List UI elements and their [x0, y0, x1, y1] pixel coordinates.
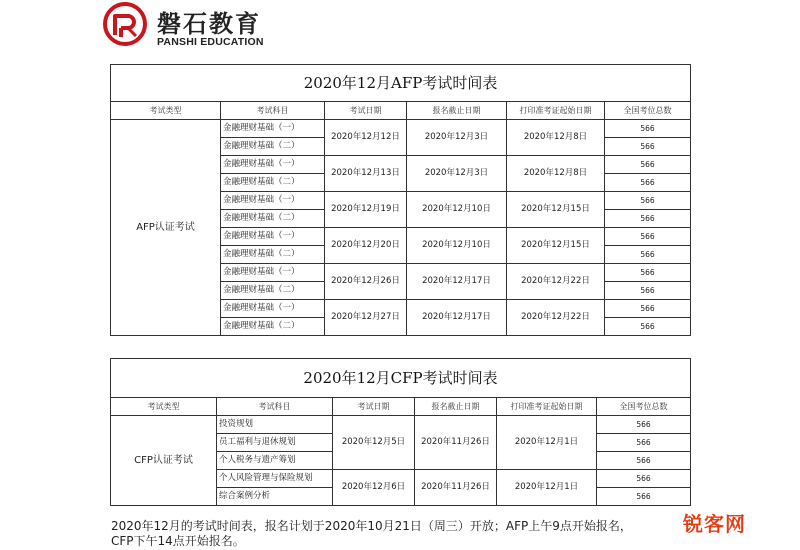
panshi-logo-icon: [103, 2, 147, 46]
deadline-cell: 2020年12月17日: [407, 300, 507, 336]
registration-note: [111, 519, 711, 549]
seats-cell: 566: [605, 174, 691, 192]
seats-cell: 566: [597, 452, 691, 470]
registration-note-line-2: CFP下午14点开始报名。: [111, 534, 245, 548]
subject-cell: 金融理财基础（一）: [221, 120, 325, 138]
print-date-cell: 2020年12月15日: [507, 192, 605, 228]
seats-cell: 566: [605, 210, 691, 228]
cfp-schedule-table: [110, 358, 691, 506]
seats-cell: 566: [605, 264, 691, 282]
table-header-row: [111, 398, 691, 416]
print-date-cell: 2020年12月22日: [507, 264, 605, 300]
subject-cell: 金融理财基础（一）: [221, 264, 325, 282]
exam-date-cell: 2020年12月27日: [325, 300, 407, 336]
column-header: 考试类型: [111, 398, 217, 416]
exam-date-cell: 2020年12月20日: [325, 228, 407, 264]
exam-type-cell: AFP认证考试: [111, 120, 221, 336]
subject-cell: 金融理财基础（二）: [221, 318, 325, 336]
subject-cell: 金融理财基础（一）: [221, 192, 325, 210]
subject-cell: 金融理财基础（二）: [221, 210, 325, 228]
deadline-cell: 2020年12月3日: [407, 156, 507, 192]
print-date-cell: 2020年12月22日: [507, 300, 605, 336]
exam-date-cell: 2020年12月12日: [325, 120, 407, 156]
seats-cell: 566: [605, 228, 691, 246]
seats-cell: 566: [597, 434, 691, 452]
subject-cell: 员工福利与退休规划: [217, 434, 333, 452]
seats-cell: 566: [605, 318, 691, 336]
subject-cell: 金融理财基础（一）: [221, 156, 325, 174]
table-title-row: [111, 65, 691, 102]
seats-cell: 566: [605, 246, 691, 264]
print-date-cell: 2020年12月8日: [507, 156, 605, 192]
seats-cell: 566: [597, 488, 691, 506]
column-header: 考试科目: [221, 102, 325, 120]
seats-cell: 566: [597, 416, 691, 434]
column-header: 考试科目: [217, 398, 333, 416]
subject-cell: 综合案例分析: [217, 488, 333, 506]
deadline-cell: 2020年12月17日: [407, 264, 507, 300]
subject-cell: 金融理财基础（二）: [221, 282, 325, 300]
seats-cell: 566: [605, 156, 691, 174]
print-date-cell: 2020年12月15日: [507, 228, 605, 264]
afp-schedule-table: [110, 64, 691, 336]
brand-name-en: PANSHI EDUCATION: [157, 36, 264, 48]
exam-date-cell: 2020年12月6日: [333, 470, 415, 506]
subject-cell: 个人风险管理与保险规划: [217, 470, 333, 488]
watermark: [683, 508, 773, 534]
exam-type-cell: CFP认证考试: [111, 416, 217, 506]
column-header: 考试日期: [333, 398, 415, 416]
seats-cell: 566: [597, 470, 691, 488]
seats-cell: 566: [605, 120, 691, 138]
deadline-cell: 2020年11月26日: [415, 416, 497, 470]
deadline-cell: 2020年12月10日: [407, 228, 507, 264]
subject-cell: 投资规划: [217, 416, 333, 434]
column-header: 报名截止日期: [407, 102, 507, 120]
column-header: 考试类型: [111, 102, 221, 120]
column-header: 报名截止日期: [415, 398, 497, 416]
brand-logo: [103, 2, 303, 54]
table-row: [111, 416, 691, 434]
table-title-row: [111, 359, 691, 398]
subject-cell: 个人税务与遗产筹划: [217, 452, 333, 470]
subject-cell: 金融理财基础（二）: [221, 138, 325, 156]
table-row: [111, 120, 691, 138]
seats-cell: 566: [605, 192, 691, 210]
column-header: 打印准考证起始日期: [497, 398, 597, 416]
table-title: 2020年12月AFP考试时间表: [111, 65, 691, 102]
column-header: 考试日期: [325, 102, 407, 120]
column-header: 全国考位总数: [605, 102, 691, 120]
exam-date-cell: 2020年12月26日: [325, 264, 407, 300]
seats-cell: 566: [605, 300, 691, 318]
subject-cell: 金融理财基础（一）: [221, 228, 325, 246]
seats-cell: 566: [605, 282, 691, 300]
print-date-cell: 2020年12月1日: [497, 470, 597, 506]
registration-note-line-1: 2020年12月的考试时间表，报名计划于2020年10月21日（周三）开放；AFP上午9点开始报名，: [111, 519, 632, 533]
watermark-text: 锐客网: [683, 512, 746, 536]
subject-cell: 金融理财基础（二）: [221, 174, 325, 192]
column-header: 打印准考证起始日期: [507, 102, 605, 120]
exam-date-cell: 2020年12月19日: [325, 192, 407, 228]
deadline-cell: 2020年12月10日: [407, 192, 507, 228]
seats-cell: 566: [605, 138, 691, 156]
subject-cell: 金融理财基础（二）: [221, 246, 325, 264]
table-title: 2020年12月CFP考试时间表: [111, 359, 691, 398]
column-header: 全国考位总数: [597, 398, 691, 416]
exam-date-cell: 2020年12月13日: [325, 156, 407, 192]
exam-date-cell: 2020年12月5日: [333, 416, 415, 470]
table-header-row: [111, 102, 691, 120]
deadline-cell: 2020年12月3日: [407, 120, 507, 156]
subject-cell: 金融理财基础（一）: [221, 300, 325, 318]
deadline-cell: 2020年11月26日: [415, 470, 497, 506]
print-date-cell: 2020年12月8日: [507, 120, 605, 156]
print-date-cell: 2020年12月1日: [497, 416, 597, 470]
brand-name-cn: 磐石教育: [157, 10, 261, 38]
